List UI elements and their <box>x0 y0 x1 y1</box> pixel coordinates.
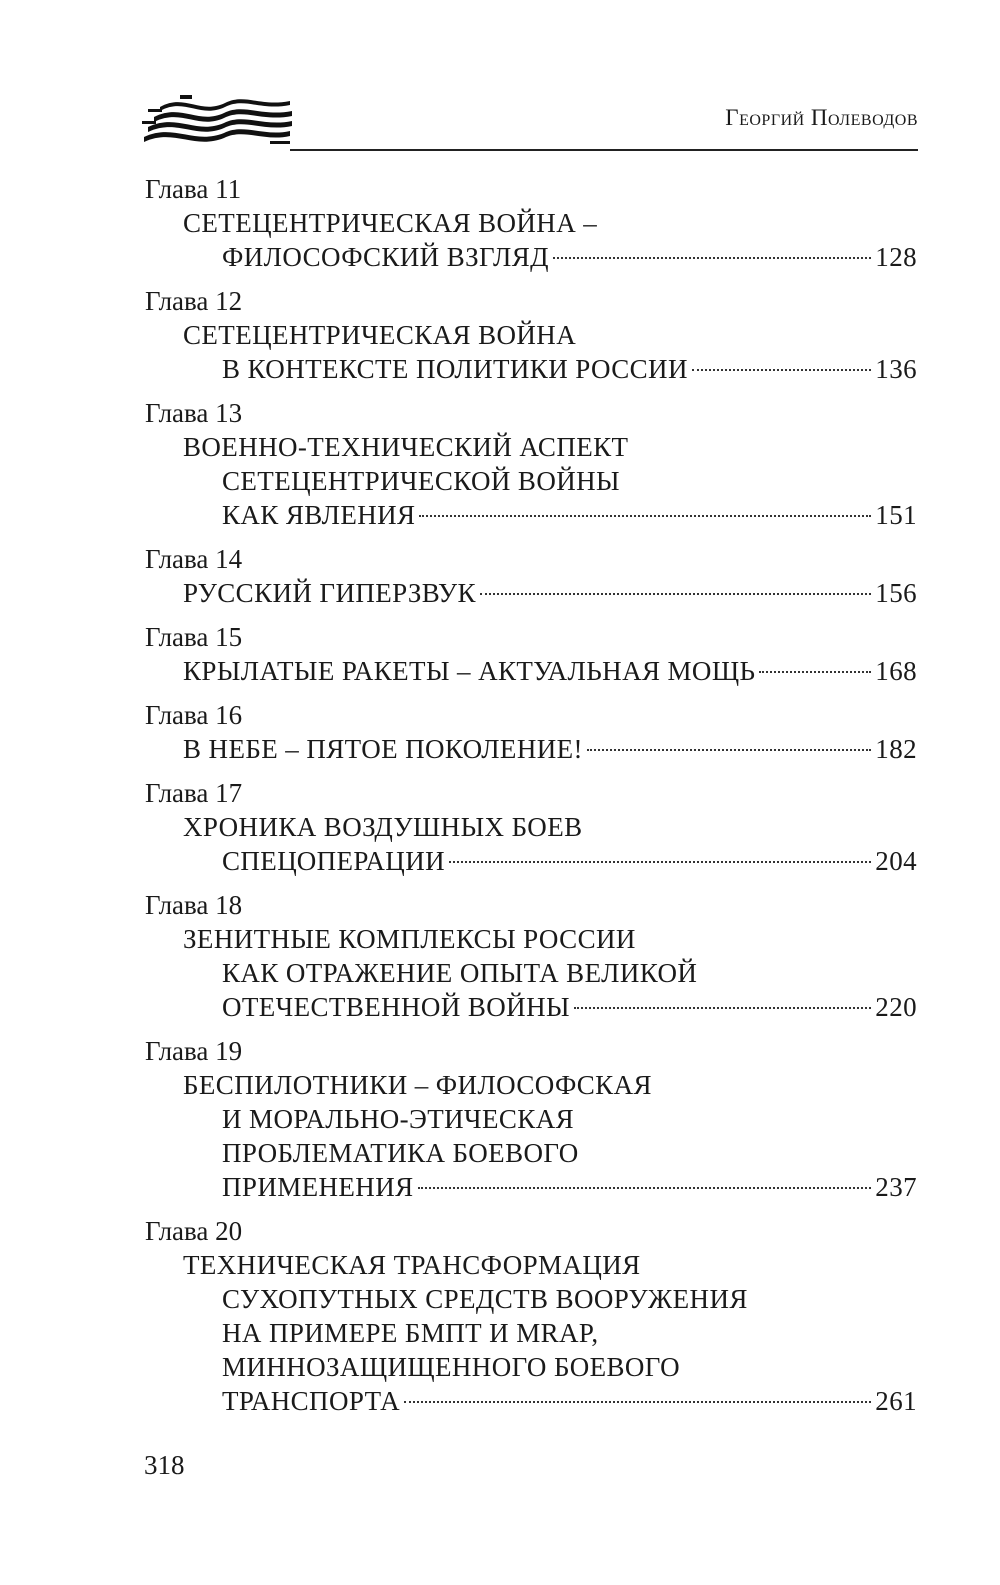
chapter-title-text: СПЕЦОПЕРАЦИИ <box>222 846 445 876</box>
chapter-title-text: ОТЕЧЕСТВЕННОЙ ВОЙНЫ <box>222 992 570 1022</box>
chapter-title-text: КАК ЯВЛЕНИЯ <box>222 500 416 530</box>
chapter-title-line: ТЕХНИЧЕСКАЯ ТРАНСФОРМАЦИЯ <box>183 1250 641 1280</box>
running-header <box>140 85 918 155</box>
chapter-page-number: 220 <box>875 992 917 1022</box>
toc-entry <box>145 284 917 386</box>
chapter-title-text: КРЫЛАТЫЕ РАКЕТЫ – АКТУАЛЬНАЯ МОЩЬ <box>183 656 756 686</box>
dot-leader <box>553 257 871 259</box>
chapter-label: Глава 17 <box>145 778 243 808</box>
chapter-title-text: ПРИМЕНЕНИЯ <box>222 1172 414 1202</box>
chapter-title-line <box>222 240 917 274</box>
chapter-page-number: 182 <box>875 734 917 764</box>
dot-leader <box>759 671 871 673</box>
chapter-label: Глава 19 <box>145 1036 243 1066</box>
chapter-label: Глава 18 <box>145 890 243 920</box>
chapter-title-line: ВОЕННО-ТЕХНИЧЕСКИЙ АСПЕКТ <box>183 432 629 462</box>
toc-entry <box>145 698 917 766</box>
chapter-title-text: РУССКИЙ ГИПЕРЗВУК <box>183 578 476 608</box>
chapter-title-line <box>222 498 917 532</box>
dot-leader <box>449 861 871 863</box>
chapter-title-line <box>222 1384 917 1418</box>
chapter-label: Глава 14 <box>145 544 243 574</box>
chapter-title-text: В КОНТЕКСТЕ ПОЛИТИКИ РОССИИ <box>222 354 688 384</box>
table-of-contents <box>145 172 917 1428</box>
toc-entry <box>145 776 917 878</box>
chapter-title-line: СЕТЕЦЕНТРИЧЕСКАЯ ВОЙНА – <box>183 208 598 238</box>
chapter-title-line <box>222 844 917 878</box>
chapter-title-line <box>222 1170 917 1204</box>
dot-leader <box>480 593 871 595</box>
chapter-page-number: 261 <box>875 1386 917 1416</box>
chapter-title-line: НА ПРИМЕРЕ БМПТ И MRAP, <box>222 1318 599 1348</box>
toc-entry <box>145 172 917 274</box>
chapter-title-line: ХРОНИКА ВОЗДУШНЫХ БОЕВ <box>183 812 583 842</box>
chapter-title-line: ЗЕНИТНЫЕ КОМПЛЕКСЫ РОССИИ <box>183 924 636 954</box>
chapter-title-line: СЕТЕЦЕНТРИЧЕСКАЯ ВОЙНА <box>183 320 577 350</box>
toc-entry <box>145 620 917 688</box>
chapter-label: Глава 12 <box>145 286 243 316</box>
chapter-page-number: 204 <box>875 846 917 876</box>
chapter-page-number: 156 <box>875 578 917 608</box>
waving-flag-icon <box>140 85 295 155</box>
chapter-title-line <box>183 576 917 610</box>
author-name: Георгий Полеводов <box>725 105 918 130</box>
header-rule <box>290 149 918 151</box>
page-number: 318 <box>144 1450 185 1480</box>
dot-leader <box>587 749 871 751</box>
chapter-label: Глава 15 <box>145 622 243 652</box>
chapter-page-number: 168 <box>875 656 917 686</box>
dot-leader <box>419 515 871 517</box>
chapter-page-number: 136 <box>875 354 917 384</box>
chapter-label: Глава 13 <box>145 398 243 428</box>
toc-entry <box>145 1214 917 1418</box>
chapter-title-line: СЕТЕЦЕНТРИЧЕСКОЙ ВОЙНЫ <box>222 466 620 496</box>
chapter-label: Глава 11 <box>145 174 242 204</box>
chapter-title-line <box>183 732 917 766</box>
chapter-title-line <box>222 352 917 386</box>
chapter-title-line: БЕСПИЛОТНИКИ – ФИЛОСОФСКАЯ <box>183 1070 652 1100</box>
chapter-label: Глава 20 <box>145 1216 243 1246</box>
toc-entry <box>145 396 917 532</box>
chapter-title-text: ТРАНСПОРТА <box>222 1386 401 1416</box>
dot-leader <box>574 1007 871 1009</box>
chapter-title-line: СУХОПУТНЫХ СРЕДСТВ ВООРУЖЕНИЯ <box>222 1284 748 1314</box>
chapter-page-number: 237 <box>875 1172 917 1202</box>
toc-entry <box>145 1034 917 1204</box>
chapter-page-number: 128 <box>875 242 917 272</box>
chapter-title-text: В НЕБЕ – ПЯТОЕ ПОКОЛЕНИЕ! <box>183 734 583 764</box>
dot-leader <box>404 1401 871 1403</box>
chapter-title-line <box>222 990 917 1024</box>
toc-entry <box>145 542 917 610</box>
chapter-title-line: МИННОЗАЩИЩЕННОГО БОЕВОГО <box>222 1352 681 1382</box>
toc-entry <box>145 888 917 1024</box>
chapter-title-text: ФИЛОСОФСКИЙ ВЗГЛЯД <box>222 242 549 272</box>
chapter-page-number: 151 <box>875 500 917 530</box>
chapter-title-line: И МОРАЛЬНО-ЭТИЧЕСКАЯ <box>222 1104 574 1134</box>
dot-leader <box>692 369 871 371</box>
chapter-title-line: КАК ОТРАЖЕНИЕ ОПЫТА ВЕЛИКОЙ <box>222 958 698 988</box>
chapter-label: Глава 16 <box>145 700 243 730</box>
dot-leader <box>418 1187 872 1189</box>
chapter-title-line <box>183 654 917 688</box>
chapter-title-line: ПРОБЛЕМАТИКА БОЕВОГО <box>222 1138 579 1168</box>
